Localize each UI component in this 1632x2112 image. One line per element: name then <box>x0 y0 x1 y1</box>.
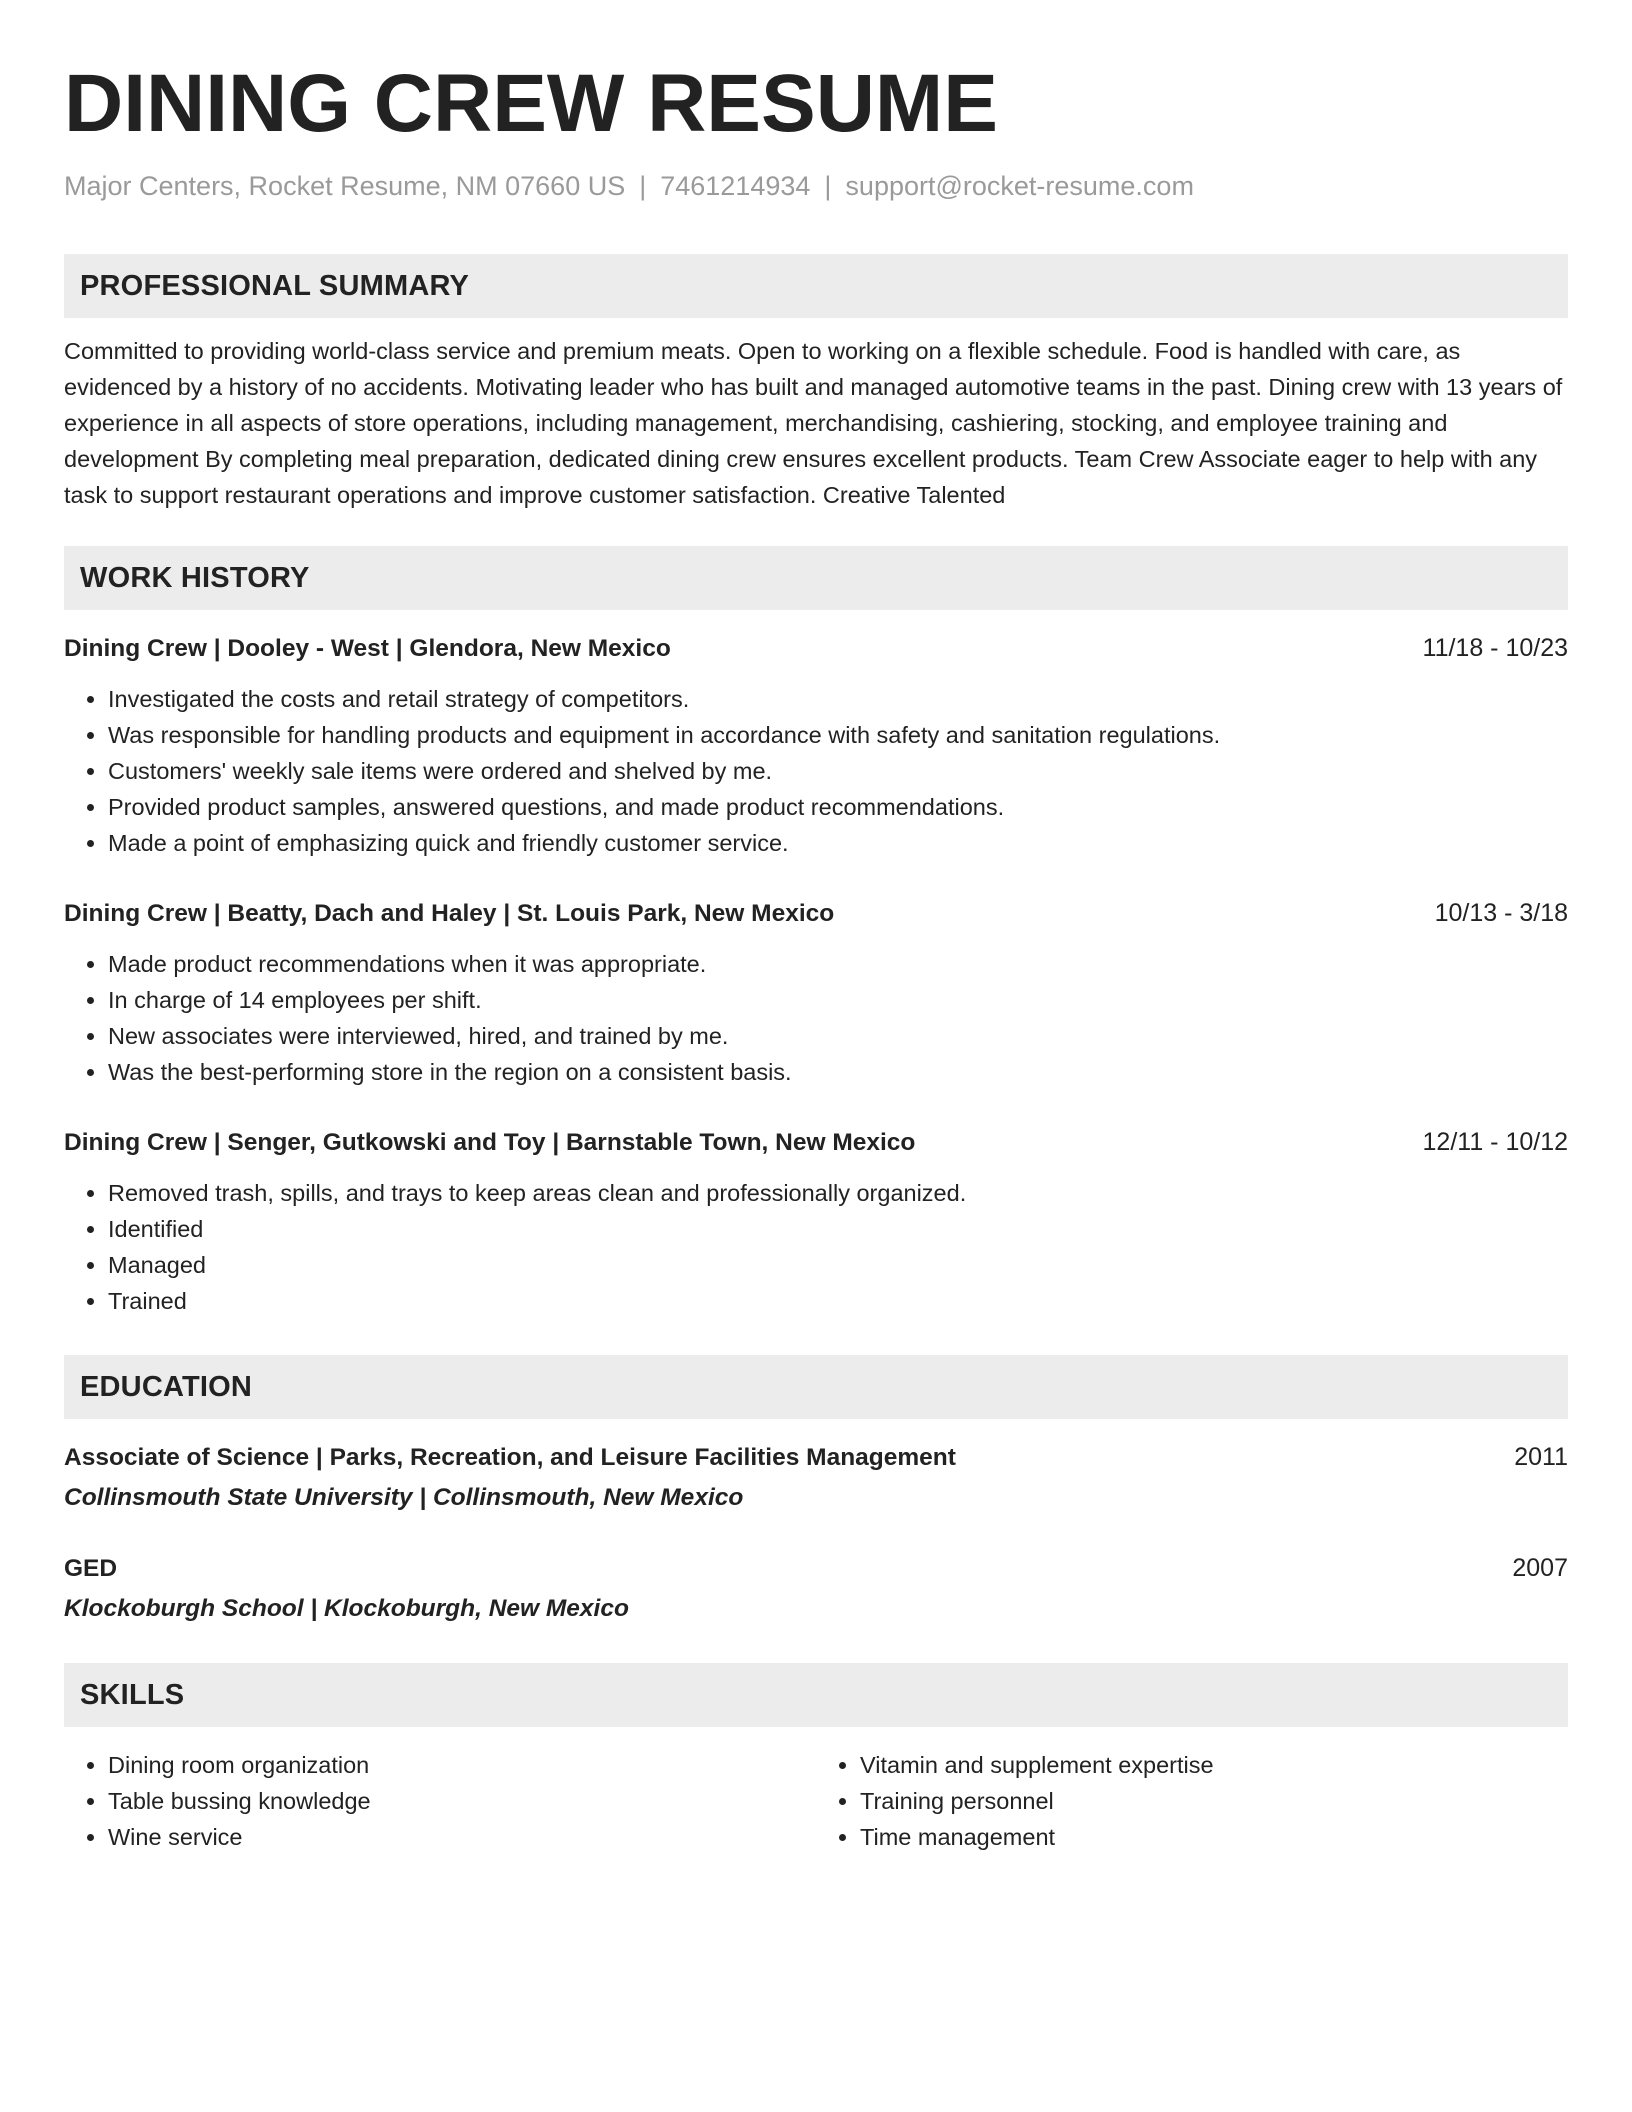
skills-column-left <box>64 1747 816 1855</box>
skill-item: • Dining room organization <box>108 1747 816 1783</box>
job-bullet: • Made product recommendations when it was appropriate. <box>108 946 1568 982</box>
contact-separator: | <box>639 171 647 201</box>
job-bullet: • Provided product samples, answered questions, and made product recommendations. <box>108 789 1568 825</box>
job-bullet: • Trained <box>108 1283 1568 1319</box>
resume-title: DINING CREW RESUME <box>64 58 998 149</box>
education-school: Klockoburgh School | Klockoburgh, New Mexico <box>64 1595 629 1622</box>
education-degree: Associate of Science | Parks, Recreation, and Leisure Facilities Management <box>64 1444 956 1471</box>
job-bullet: • Managed <box>108 1247 1568 1283</box>
skill-item: • Table bussing knowledge <box>108 1783 816 1819</box>
job-dates: 12/11 - 10/12 <box>1422 1128 1568 1156</box>
job-entry <box>64 895 1568 1090</box>
education-year: 2007 <box>1512 1554 1568 1582</box>
job-dates: 11/18 - 10/23 <box>1422 634 1568 662</box>
contact-line <box>64 168 1568 204</box>
job-title: Dining Crew | Senger, Gutkowski and Toy | Barnstable Town, New Mexico <box>64 1129 916 1156</box>
skill-item: • Vitamin and supplement expertise <box>860 1747 1568 1783</box>
job-bullet: • Made a point of emphasizing quick and friendly customer service. <box>108 825 1568 861</box>
job-bullet: • Customers' weekly sale items were ordered and shelved by me. <box>108 753 1568 789</box>
job-bullet: • Was the best-performing store in the region on a consistent basis. <box>108 1054 1568 1090</box>
job-entry <box>64 1124 1568 1319</box>
contact-separator: | <box>824 171 832 201</box>
skills-list <box>64 1747 1568 1855</box>
section-header-summary: PROFESSIONAL SUMMARY <box>64 254 1568 318</box>
skill-item: • Training personnel <box>860 1783 1568 1819</box>
education-entry <box>64 1439 1568 1516</box>
skill-item: • Wine service <box>108 1819 816 1855</box>
section-header-education: EDUCATION <box>64 1355 1568 1419</box>
job-bullet: • Was responsible for handling products and equipment in accordance with safety and sanitation regulations. <box>108 717 1568 753</box>
contact-email: support@rocket-resume.com <box>845 171 1194 201</box>
skill-item: • Time management <box>860 1819 1568 1855</box>
section-header-work-history: WORK HISTORY <box>64 546 1568 610</box>
job-bullet: • In charge of 14 employees per shift. <box>108 982 1568 1018</box>
job-bullet: • Investigated the costs and retail strategy of competitors. <box>108 681 1568 717</box>
job-bullets <box>64 1175 1568 1319</box>
education-entry <box>64 1550 1568 1627</box>
contact-address: Major Centers, Rocket Resume, NM 07660 US <box>64 171 626 201</box>
job-bullets <box>64 946 1568 1090</box>
job-entry <box>64 630 1568 861</box>
job-title: Dining Crew | Dooley - West | Glendora, New Mexico <box>64 635 671 662</box>
education-school: Collinsmouth State University | Collinsmouth, New Mexico <box>64 1484 744 1511</box>
section-header-skills: SKILLS <box>64 1663 1568 1727</box>
skills-column-right <box>816 1747 1568 1855</box>
job-title: Dining Crew | Beatty, Dach and Haley | St. Louis Park, New Mexico <box>64 900 835 927</box>
job-bullet: • New associates were interviewed, hired, and trained by me. <box>108 1018 1568 1054</box>
contact-phone: 7461214934 <box>660 171 811 201</box>
job-bullets <box>64 681 1568 861</box>
job-bullet: • Removed trash, spills, and trays to keep areas clean and professionally organized. <box>108 1175 1568 1211</box>
education-degree: GED <box>64 1555 118 1582</box>
job-bullet: • Identified <box>108 1211 1568 1247</box>
summary-text: Committed to providing world-class service and premium meats. Open to working on a flexible schedule. Food is handled with care, as evidenced by a history of no accidents. Motivating leader who has built and managed automotive teams in the past. Dining crew with 13 years of experience in all aspects of store operations, including management, merchandising, cashiering, stocking, and employee training and development By completing meal preparation, dedicated dining crew ensures excellent products. Team Crew Associate eager to help with any task to support restaurant operations and improve customer satisfaction. Creative Talented <box>64 338 1563 508</box>
job-dates: 10/13 - 3/18 <box>1434 899 1568 927</box>
education-year: 2011 <box>1514 1443 1568 1471</box>
